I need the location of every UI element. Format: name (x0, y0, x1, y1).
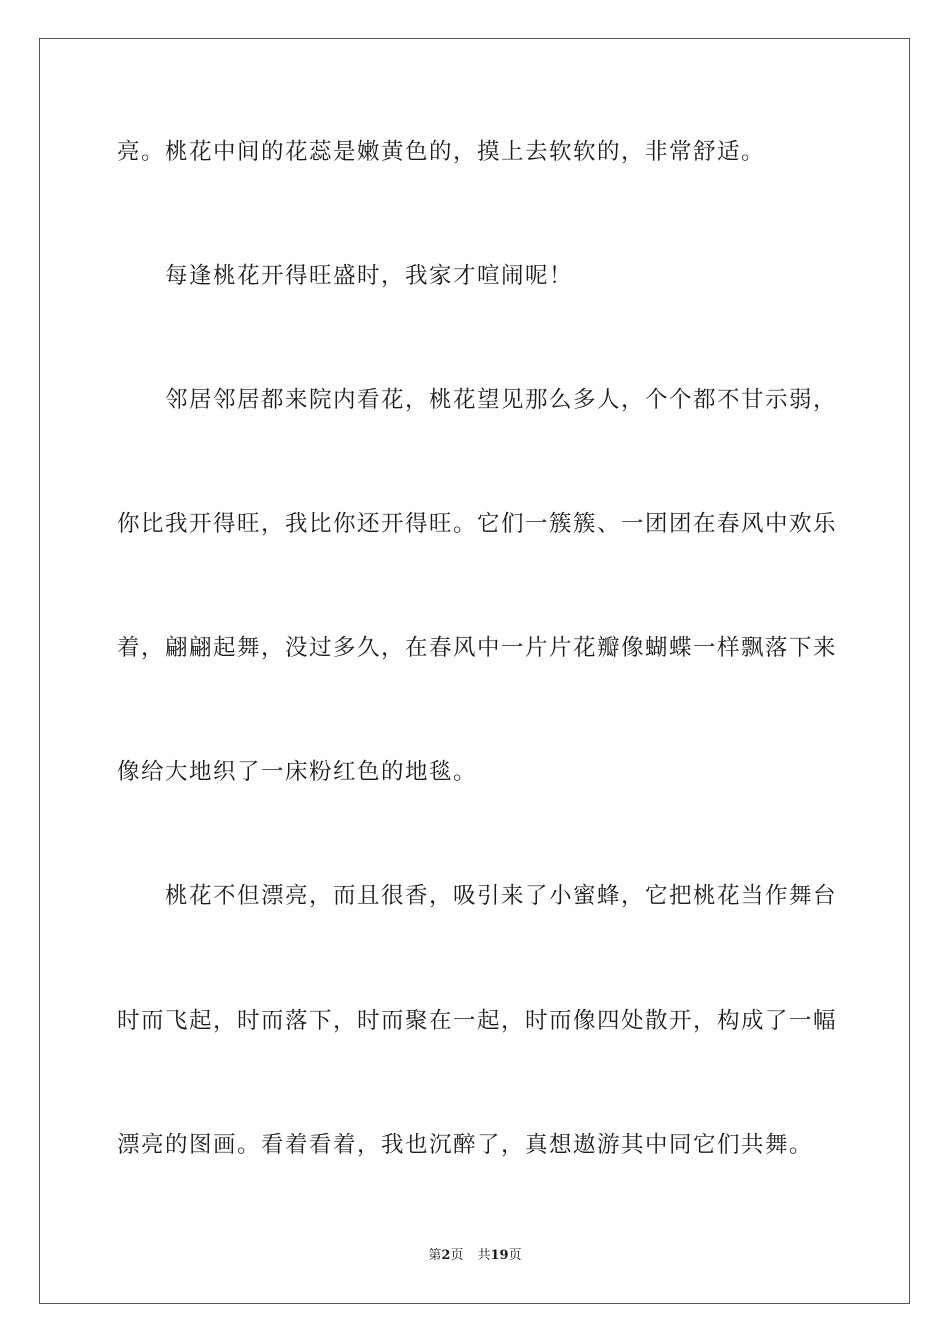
text-line-9: 漂亮的图画。看着看着，我也沉醉了，真想遨游其中同它们共舞。 (117, 1132, 814, 1158)
text-line-5: 着，翩翩起舞，没过多久，在春风中一片片花瓣像蝴蝶一样飘落下来 (117, 635, 838, 661)
page-border (39, 38, 910, 1304)
text-line-6: 像给大地织了一床粉红色的地毯。 (117, 759, 478, 785)
text-line-8: 时而飞起，时而落下，时而聚在一起，时而像四处散开，构成了一幅 (117, 1008, 838, 1034)
page-footer (0, 1247, 950, 1265)
text-line-2: 每逢桃花开得旺盛时，我家才喧闹呢！ (165, 263, 574, 289)
page-number: 2 (441, 1248, 451, 1263)
page-suffix: 页 (450, 1248, 464, 1263)
total-pages: 19 (490, 1248, 509, 1263)
total-prefix: 共 (477, 1248, 491, 1263)
text-line-1: 亮。桃花中间的花蕊是嫩黄色的，摸上去软软的，非常舒适。 (117, 139, 766, 165)
text-line-3: 邻居邻居都来院内看花，桃花望见那么多人，个个都不甘示弱， (165, 387, 838, 413)
total-suffix: 页 (508, 1248, 522, 1263)
text-line-7: 桃花不但漂亮，而且很香，吸引来了小蜜蜂，它把桃花当作舞台 (165, 883, 838, 909)
page-prefix: 第 (428, 1248, 442, 1263)
text-line-4: 你比我开得旺，我比你还开得旺。它们一簇簇、一团团在春风中欢乐 (117, 511, 838, 537)
